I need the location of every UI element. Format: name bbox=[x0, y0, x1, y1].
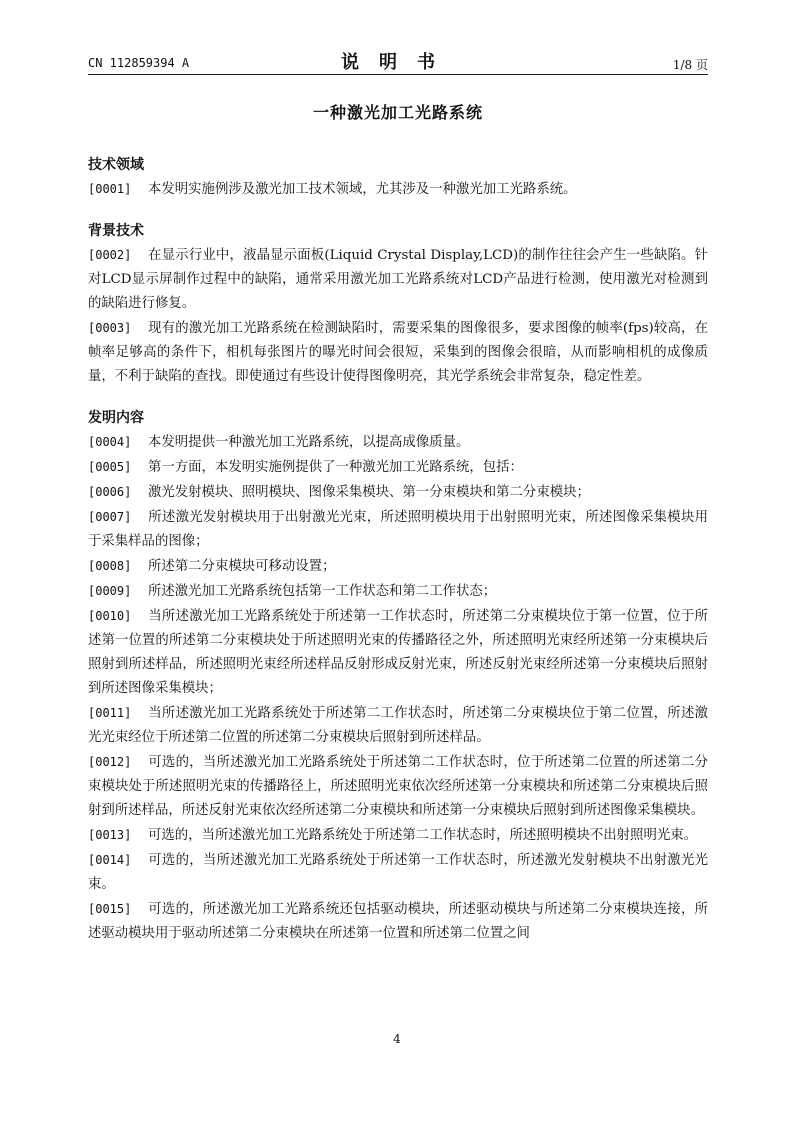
paragraph-text: 在显示行业中，液晶显示面板(Liquid Crystal Display,LCD)的制作往往会产生一些缺陷。针对LCD显示屏制作过程中的缺陷，通常采用激光加工光路系统对LCD产品进行检测，使用激光对检测到的缺陷进行修复。 bbox=[88, 248, 708, 311]
paragraph bbox=[88, 750, 708, 823]
paragraph-number: [0004] bbox=[88, 435, 132, 449]
paragraph-number: [0008] bbox=[88, 559, 132, 573]
paragraph-text: 所述激光发射模块用于出射激光光束，所述照明模块用于出射照明光束，所述图像采集模块用于采集样品的图像； bbox=[88, 510, 708, 549]
paragraph bbox=[88, 604, 708, 701]
paragraph bbox=[88, 701, 708, 750]
paragraph-number: [0013] bbox=[88, 828, 132, 842]
paragraph-number: [0005] bbox=[88, 460, 132, 474]
paragraph-number: [0003] bbox=[88, 321, 132, 335]
paragraph-number: [0002] bbox=[88, 248, 132, 262]
paragraph-text: 第一方面，本发明实施例提供了一种激光加工光路系统，包括： bbox=[148, 460, 523, 475]
page-info: 1/8 页 bbox=[672, 58, 708, 72]
paragraph bbox=[88, 430, 708, 455]
paragraph-text: 激光发射模块、照明模块、图像采集模块、第一分束模块和第二分束模块； bbox=[148, 485, 590, 500]
paragraph-text: 可选的，当所述激光加工光路系统处于所述第二工作状态时，位于所述第二位置的所述第二分束模块处于所述照明光束的传播路径上，所述照明光束依次经所述第一分束模块和所述第二分束模块后照射到所述样品，所述反射光束依次经所述第二分束模块和所述第一分束模块后照射到所述图像采集模块。 bbox=[88, 755, 708, 818]
paragraph-text: 可选的，当所述激光加工光路系统处于所述第二工作状态时，所述照明模块不出射照明光束。 bbox=[148, 828, 698, 843]
paragraph-text: 所述第二分束模块可移动设置； bbox=[148, 559, 336, 574]
paragraph bbox=[88, 316, 708, 389]
paragraph bbox=[88, 823, 708, 848]
page-number: 4 bbox=[393, 1032, 401, 1046]
paragraph-text: 所述激光加工光路系统包括第一工作状态和第二工作状态； bbox=[148, 584, 497, 599]
paragraph-number: [0006] bbox=[88, 485, 132, 499]
paragraph bbox=[88, 455, 708, 480]
paragraph-text: 本发明实施例涉及激光加工技术领域，尤其涉及一种激光加工光路系统。 bbox=[148, 182, 577, 197]
paragraph bbox=[88, 579, 708, 604]
paragraph bbox=[88, 848, 708, 897]
paragraph bbox=[88, 480, 708, 505]
paragraph bbox=[88, 897, 708, 946]
paragraph bbox=[88, 554, 708, 579]
paragraph-number: [0009] bbox=[88, 584, 132, 598]
document-title: 一种激光加工光路系统 bbox=[312, 103, 483, 122]
paragraph-number: [0015] bbox=[88, 902, 132, 916]
paragraph-number: [0010] bbox=[88, 609, 132, 623]
paragraph-text: 可选的，所述激光加工光路系统还包括驱动模块，所述驱动模块与所述第二分束模块连接，所述驱动模块用于驱动所述第二分束模块在所述第一位置和所述第二位置之间 bbox=[88, 902, 708, 941]
document-body bbox=[88, 100, 708, 963]
patent-number: CN 112859394 A bbox=[88, 56, 190, 70]
paragraph-number: [0007] bbox=[88, 510, 132, 524]
section-heading: 技术领域 bbox=[88, 157, 144, 173]
section bbox=[88, 219, 708, 389]
paragraph-number: [0014] bbox=[88, 853, 132, 867]
paragraph bbox=[88, 177, 708, 202]
section bbox=[88, 406, 708, 946]
sections-container bbox=[88, 153, 708, 946]
section bbox=[88, 153, 708, 202]
header-rule bbox=[88, 74, 708, 75]
page-header bbox=[88, 48, 708, 74]
paragraph bbox=[88, 243, 708, 316]
paragraph-number: [0001] bbox=[88, 182, 132, 196]
section-heading: 发明内容 bbox=[88, 410, 144, 426]
paragraph-text: 可选的，当所述激光加工光路系统处于所述第一工作状态时，所述激光发射模块不出射激光光束。 bbox=[88, 853, 708, 892]
paragraph-text: 本发明提供一种激光加工光路系统，以提高成像质量。 bbox=[148, 435, 470, 450]
paragraph-text: 当所述激光加工光路系统处于所述第一工作状态时，所述第二分束模块位于第一位置，位于所述第一位置的所述第二分束模块处于所述照明光束的传播路径之外，所述照明光束经所述第一分束模块后照射到所述样品，所述照明光束经所述样品反射形成反射光束，所述反射光束经所述第一分束模块后照射到所述图像采集模块； bbox=[88, 609, 708, 696]
section-heading: 背景技术 bbox=[88, 223, 144, 239]
paragraph-number: [0012] bbox=[88, 755, 132, 769]
paragraph-text: 当所述激光加工光路系统处于所述第二工作状态时，所述第二分束模块位于第二位置，所述激光光束经位于所述第二位置的所述第二分束模块后照射到所述样品。 bbox=[88, 706, 708, 745]
paragraph-number: [0011] bbox=[88, 706, 132, 720]
document-type: 说明书 bbox=[341, 52, 455, 73]
paragraph-text: 现有的激光加工光路系统在检测缺陷时，需要采集的图像很多，要求图像的帧率(fps)较高，在帧率足够高的条件下，相机每张图片的曝光时间会很短，采集到的图像会很暗，从而影响相机的成像质量，不利于缺陷的查找。即使通过有些设计使得图像明亮，其光学系统会非常复杂，稳定性差。 bbox=[88, 321, 708, 384]
paragraph bbox=[88, 505, 708, 554]
